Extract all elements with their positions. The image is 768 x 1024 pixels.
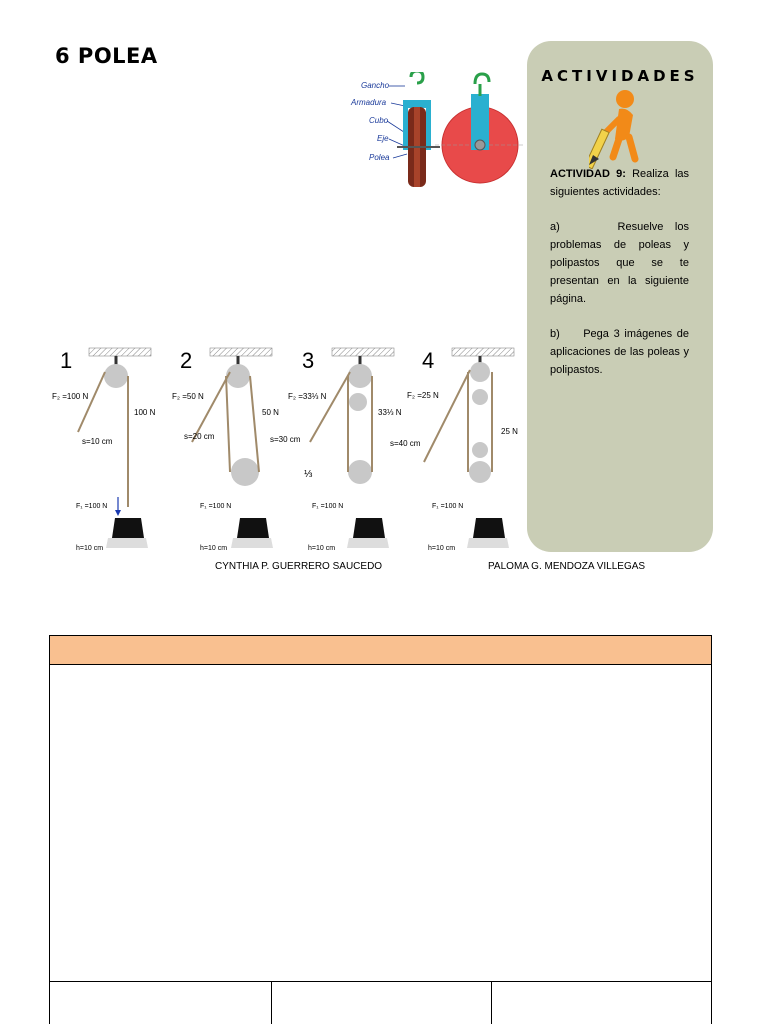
force-in: F₂ =50 N: [172, 392, 204, 401]
label-cubo: Cubo: [369, 116, 389, 125]
stroke: s=20 cm: [184, 432, 215, 441]
diagram-number: 2: [180, 348, 193, 373]
table-header-row: [50, 636, 711, 665]
stroke: s=30 cm: [270, 435, 301, 444]
force-in: F₂ =33⅓ N: [288, 392, 327, 401]
label-armadura: Armadura: [351, 98, 387, 107]
force-out: F₁ =100 N: [432, 503, 464, 510]
extra-fraction: ⅓: [304, 469, 313, 480]
tension: 33⅓ N: [378, 408, 402, 417]
diagram-3: [270, 348, 402, 552]
height: h=10 cm: [76, 545, 104, 552]
activities-heading: ACTIVIDADES: [541, 67, 699, 85]
pulley-parts-illustration: [345, 72, 525, 192]
table-cell-2: [271, 982, 492, 1024]
label-polea: Polea: [369, 153, 390, 162]
activity-label: ACTIVIDAD 9:: [550, 168, 626, 180]
label-eje: Eje: [377, 134, 389, 143]
force-out: F₁ =100 N: [76, 503, 108, 510]
credit-author-1: CYNTHIA P. GUERRERO SAUCEDO: [215, 561, 383, 572]
stroke: s=40 cm: [390, 439, 421, 448]
diagram-4: [390, 348, 518, 552]
table-cell-3: [491, 982, 711, 1024]
force-out: F₁ =100 N: [200, 503, 232, 510]
pulley-systems-diagram: [50, 342, 530, 562]
diagram-number: 3: [302, 348, 315, 373]
activity-item-b: b) Pega 3 imágenes de aplicaciones de las poleas y polipastos.: [550, 328, 689, 376]
person-with-pencil-icon: [589, 89, 649, 169]
height: h=10 cm: [308, 545, 336, 552]
activity-item-a: a) Resuelve los problemas de poleas y polipastos que se te presentan en la siguiente página.: [550, 221, 689, 305]
force-in: F₂ =25 N: [407, 391, 439, 400]
page-title: 6 POLEA: [55, 44, 158, 68]
tension: 50 N: [262, 408, 279, 417]
tension: 25 N: [501, 427, 518, 436]
diagram-1: [52, 348, 156, 552]
height: h=10 cm: [428, 545, 456, 552]
table-cell-1: [50, 982, 272, 1024]
label-gancho: Gancho: [361, 81, 390, 90]
tension: 100 N: [134, 408, 156, 417]
diagram-number: 1: [60, 348, 73, 373]
table-answer-area: [50, 664, 711, 982]
activity-text: Realiza las siguientes actividades:: [550, 168, 690, 198]
activities-panel: [527, 41, 713, 552]
force-in: F₂ =100 N: [52, 392, 89, 401]
stroke: s=10 cm: [82, 437, 113, 446]
answer-table: [49, 635, 712, 1024]
force-out: F₁ =100 N: [312, 503, 344, 510]
diagram-2: [172, 348, 279, 552]
credit-author-2: PALOMA G. MENDOZA VILLEGAS: [488, 561, 646, 572]
diagram-number: 4: [422, 348, 435, 373]
height: h=10 cm: [200, 545, 228, 552]
